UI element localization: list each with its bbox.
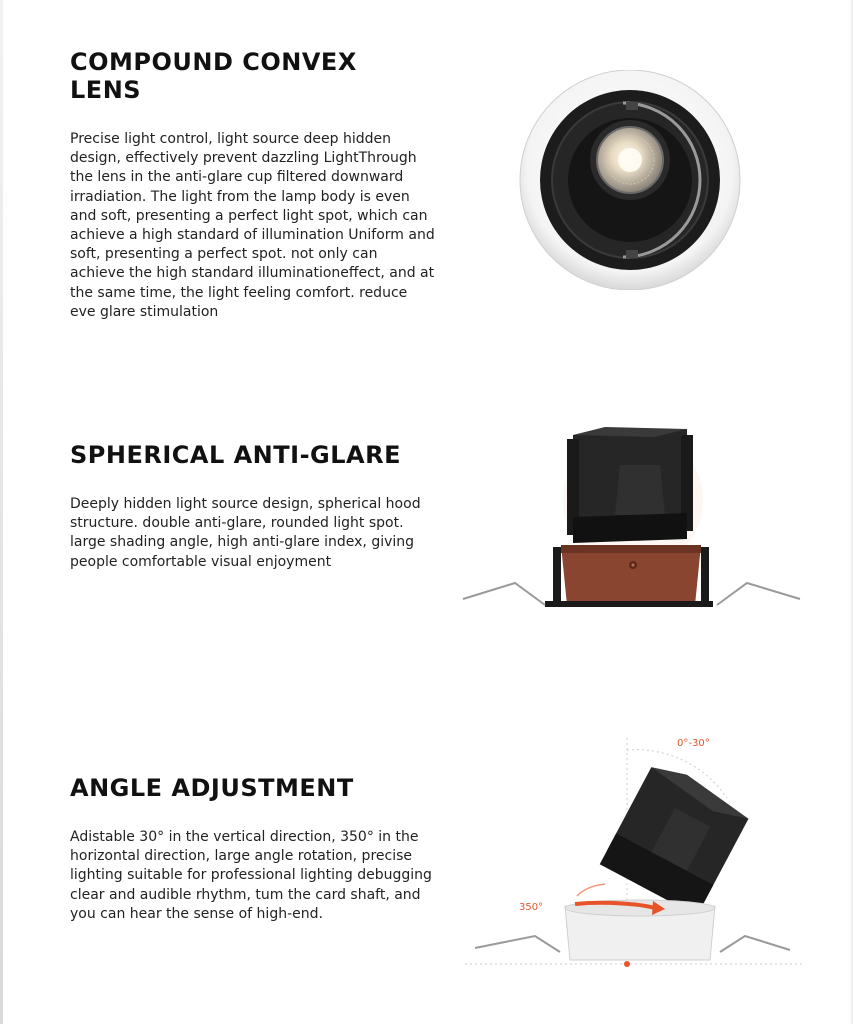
section-title: SPHERICAL ANTI-GLARE xyxy=(70,441,401,469)
section-compound-convex-lens xyxy=(70,48,435,322)
pivot-point xyxy=(624,961,630,967)
anti-glare-illustration xyxy=(455,405,810,640)
page-edge-left xyxy=(0,0,3,1024)
angle-adjustment-illustration xyxy=(465,728,805,968)
spring-clip-right xyxy=(717,583,800,605)
horizontal-angle-label: 350° xyxy=(519,902,544,913)
vertical-angle-label: 0°-30° xyxy=(677,738,710,749)
section-title: COMPOUND CONVEX LENS xyxy=(70,48,357,104)
spring-clip-left xyxy=(475,936,560,952)
section-spherical-anti-glare xyxy=(70,441,435,572)
copper-body xyxy=(561,545,701,605)
compound-lens-illustration xyxy=(515,70,745,290)
section-title: ANGLE ADJUSTMENT xyxy=(70,774,354,802)
section-body: Precise light control, light source deep hidden design, effectively prevent dazzling LightThrough the lens in the anti-glare cup filtered downward irradiation. The light from the lamp body is even and soft, presenting a perfect light spot, which can achieve a high standard of illumination Uniform and soft, presenting a perfect spot. not only can achieve the high standard illuminationeffect, and at the same time, the light feeling comfort. reduce eve glare stimulation xyxy=(70,131,435,320)
spring-clip-left xyxy=(463,583,545,605)
section-angle-adjustment xyxy=(70,774,435,924)
section-body: Adistable 30° in the vertical direction, 350° in the horizontal direction, large angle rotation, precise lighting suitable for professional lighting debugging clear and audible rhythm, tum the card shaft, and you can hear the sense of high-end. xyxy=(70,829,432,922)
section-body: Deeply hidden light source design, spherical hood structure. double anti-glare, rounded light spot. large shading angle, high anti-glare index, giving people comfortable visual enjoyment xyxy=(70,496,421,570)
spring-clip-right xyxy=(720,936,790,952)
